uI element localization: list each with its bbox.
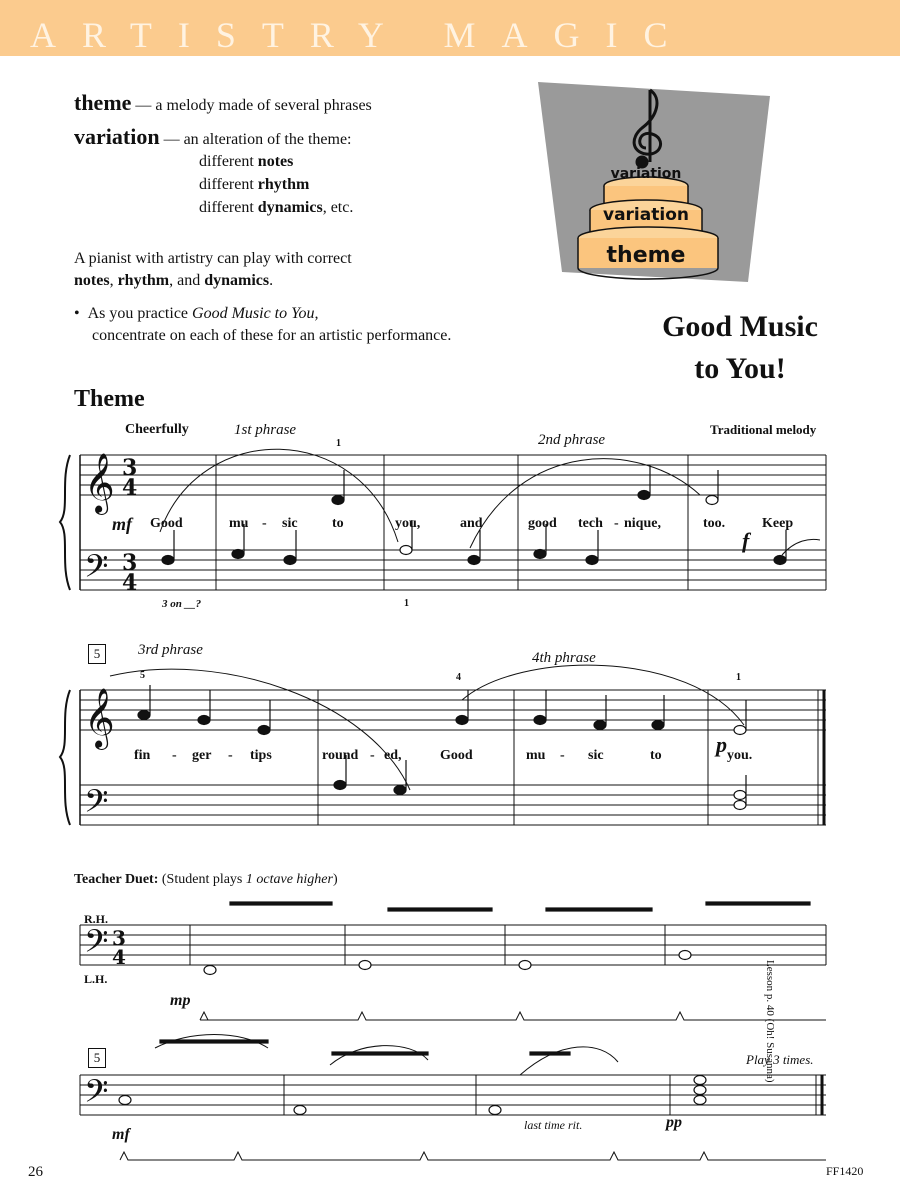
tempo-marking: Cheerfully xyxy=(125,422,189,437)
duet-slur-3 xyxy=(520,1047,618,1075)
right-hand-label: R.H. xyxy=(84,912,108,926)
lyric-syllable: sic xyxy=(588,748,604,763)
variation-item-notes: different notes xyxy=(199,153,294,170)
phrase-slur-keep xyxy=(782,539,820,555)
lyric-hyphen: - xyxy=(172,748,177,763)
time-signature-top-lower: 4 xyxy=(122,475,138,501)
variation-def: — an alteration of the theme: xyxy=(163,131,352,148)
lyric-syllable: good xyxy=(528,516,557,531)
lyric-syllable: tech xyxy=(578,516,603,531)
lyric-syllable: nique, xyxy=(624,516,661,531)
lyric-syllable: and xyxy=(460,516,483,531)
bass-clef-icon: 𝄢 xyxy=(84,923,109,967)
melody-source: Traditional melody xyxy=(710,422,817,437)
phrase-slur-4 xyxy=(462,665,744,725)
time-signature-bass-lower: 4 xyxy=(122,570,138,596)
theme-term: theme xyxy=(74,90,132,115)
phrase-label-4: 4th phrase xyxy=(532,650,596,666)
lyric-syllable: Good xyxy=(150,516,183,531)
cake-tier-top-label: variation xyxy=(610,166,682,182)
lyric-syllable: ger xyxy=(192,748,212,763)
side-note: Lesson p. 40 (Oh! Susanna) xyxy=(764,960,776,1083)
lyric-syllable: round xyxy=(322,748,359,763)
section-heading-theme: Theme xyxy=(74,386,145,412)
dynamic-mf-duet: mf xyxy=(112,1126,130,1143)
lyric-hyphen: - xyxy=(370,748,375,763)
banner-title: ARTISTRY MAGIC xyxy=(30,15,694,55)
lyric-syllable: you, xyxy=(395,516,421,531)
left-hand-label: L.H. xyxy=(84,972,108,986)
variation-term: variation xyxy=(74,124,160,149)
lyric-syllable: to xyxy=(650,748,662,763)
variation-item-dynamics: different dynamics, etc. xyxy=(199,199,354,216)
song-title: Good Music to You! xyxy=(662,310,818,385)
duet-measure-number-box: 5 xyxy=(88,1048,106,1068)
dynamic-mp: mp xyxy=(170,992,191,1009)
time-signature-bass: 3 xyxy=(122,550,138,576)
theme-def: — a melody made of several phrases xyxy=(135,97,372,114)
rit-marking: last time rit. xyxy=(524,1118,583,1132)
duet-time-signature-lower: 4 xyxy=(112,945,126,969)
fingering: 1 xyxy=(736,672,741,683)
treble-clef-icon: 𝄞 xyxy=(84,453,115,513)
bass-clef-icon: 𝄢 xyxy=(84,783,109,827)
lyric-syllable: mu xyxy=(526,748,546,763)
bullet-dot: • xyxy=(74,305,88,322)
fingering: 1 xyxy=(336,438,341,449)
treble-clef-icon: 𝄞 xyxy=(84,688,115,748)
duet-staff-1 xyxy=(80,925,826,1020)
dynamic-f: f xyxy=(742,528,750,553)
duet-label: Teacher Duet: (Student plays 1 octave higher) xyxy=(74,872,338,887)
time-signature-top: 3 xyxy=(122,455,138,481)
fingering: 4 xyxy=(456,672,461,683)
phrase-label-3: 3rd phrase xyxy=(138,642,203,658)
lyric-syllable: ed, xyxy=(384,748,402,763)
lyric-syllable: Good xyxy=(440,748,473,763)
lyric-syllable: Keep xyxy=(762,516,794,531)
page-number: 26 xyxy=(28,1164,43,1180)
lyric-syllable: too. xyxy=(703,516,726,531)
dynamic-pp: pp xyxy=(666,1114,682,1131)
lyric-syllable: mu xyxy=(229,516,249,531)
lyric-syllable: tips xyxy=(250,748,272,763)
publication-code: FF1420 xyxy=(826,1164,864,1178)
repeat-instruction: Play 3 times. xyxy=(746,1052,814,1067)
finger-hint: 3 on __? xyxy=(162,598,202,610)
lyric-syllable: sic xyxy=(282,516,298,531)
lyric-hyphen: - xyxy=(614,516,619,531)
bass-clef-icon: 𝄢 xyxy=(84,548,109,592)
duet-time-signature: 3 xyxy=(112,926,126,950)
fingering: 5 xyxy=(140,670,145,681)
lyric-syllable: to xyxy=(332,516,344,531)
bullet-line2: concentrate on each of these for an artistic performance. xyxy=(92,327,452,344)
artistry-line1: A pianist with artistry can play with correct xyxy=(74,250,352,267)
fingering: 1 xyxy=(404,598,409,609)
notes-duet xyxy=(119,902,810,1115)
phrase-label-2: 2nd phrase xyxy=(538,432,606,448)
lyric-hyphen: - xyxy=(262,516,267,531)
practice-bullet: • As you practice Good Music to You, concentrate on each of these for an artistic performance. xyxy=(74,303,451,347)
dynamic-mf: mf xyxy=(112,514,132,534)
lyric-syllable: fin xyxy=(134,748,151,763)
cake-tier-bottom-label: theme xyxy=(606,243,686,268)
lyric-hyphen: - xyxy=(560,748,565,763)
variation-item-rhythm: different rhythm xyxy=(199,176,310,193)
phrase-slur-1 xyxy=(160,449,398,542)
lyric-syllable: you. xyxy=(727,748,753,763)
duet-staff-2 xyxy=(80,1075,826,1160)
dynamic-p: p xyxy=(716,732,727,757)
phrase-slur-2 xyxy=(470,459,700,548)
measure-number-box: 5 xyxy=(88,644,106,664)
bass-clef-icon: 𝄢 xyxy=(84,1073,109,1117)
phrase-label-1: 1st phrase xyxy=(234,422,297,438)
cake-tier-middle-label: variation xyxy=(603,205,689,225)
lyric-hyphen: - xyxy=(228,748,233,763)
artistry-line2: notes, rhythm, and dynamics. xyxy=(74,272,274,289)
